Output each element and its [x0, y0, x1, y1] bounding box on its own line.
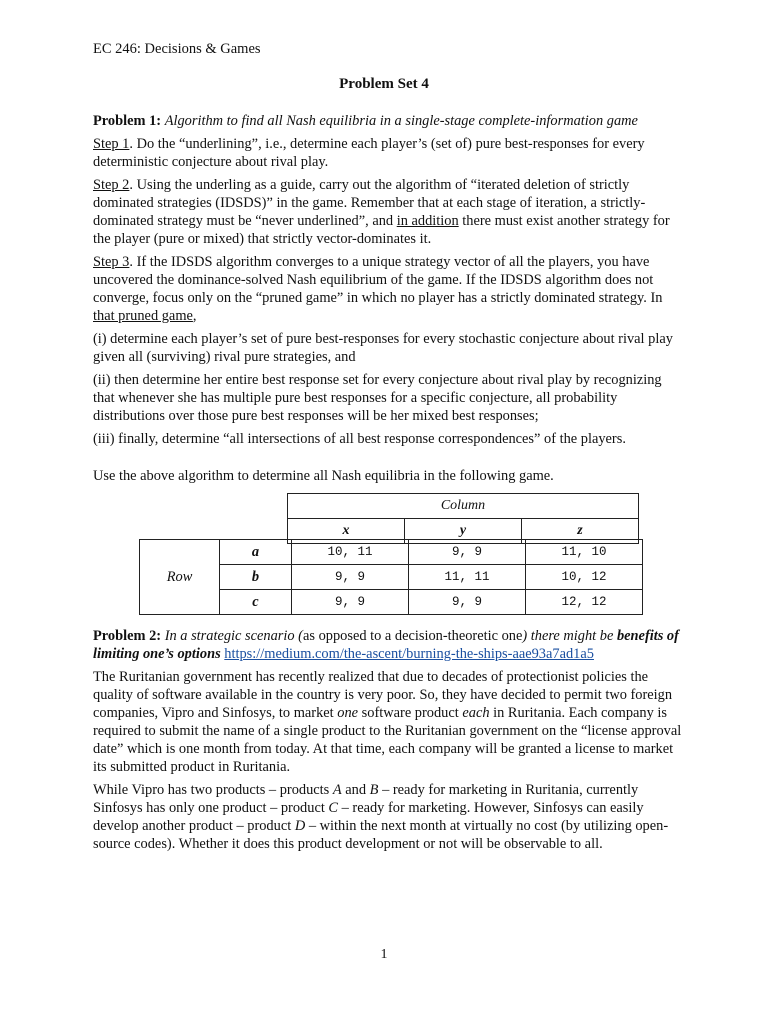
item-i: (i) determine each player’s set of pure best-responses for every stochastic conjecture about rival play given all (surviving) rival pure strategies, and [93, 331, 673, 365]
item-iii: (iii) finally, determine “all intersections of all best response correspondences” of the players. [93, 431, 626, 447]
problem2-paragraph-2 [93, 781, 683, 853]
payoff-cell: 11, 10 [526, 540, 643, 565]
medium-article-link[interactable]: https://medium.com/the-ascent/burning-the-ships-aae93a7ad1a5 [224, 646, 594, 662]
para2-product-b: B [369, 782, 379, 798]
para1-text-b: software product [358, 705, 463, 721]
payoff-cell: 10, 11 [292, 540, 409, 565]
instruction-text: Use the above algorithm to determine all Nash equilibria in the following game. [93, 468, 554, 484]
step2-text-b: there must exist another strategy for the player (pure or mixed) that strictly vector-dominates it. [93, 213, 670, 247]
problem2-intro-a: In a strategic scenario ( [164, 628, 303, 644]
document-body [93, 112, 683, 858]
step3-label: Step 3 [93, 254, 130, 270]
row-strategy-b: b [220, 565, 292, 590]
para2-text-b: – ready for marketing in Ruritania, currently Sinfosys has only one product – product [93, 782, 639, 816]
problem2-heading [93, 627, 683, 663]
para2-text-c: – ready for marketing. However, Sinfosys can easily develop another product – product [93, 800, 644, 834]
column-header-table [287, 493, 639, 544]
step3-text-a: . If the IDSDS algorithm converges to a unique strategy vector of all the players, you have uncovered the dominance-solved Nash equilibrium of the game. If the IDSDS algorithm does not converge, focus only on the “pruned game” in which no player has a strictly dominated strategy. In [93, 254, 663, 306]
para2-text-a: While Vipro has two products – products [93, 782, 333, 798]
row-strategy-c: c [220, 590, 292, 615]
step2-paragraph [93, 176, 683, 248]
payoff-cell: 11, 11 [409, 565, 526, 590]
step3-paragraph [93, 253, 683, 325]
payoff-cell: 9, 9 [292, 590, 409, 615]
column-strategy-y: y [405, 519, 522, 544]
para2-and: and [341, 782, 370, 798]
row-strategy-a: a [220, 540, 292, 565]
para2-text-d: – within the next month at virtually no cost (by utilizing open-source codes). Whether it does this product development or not will be observable to all. [93, 818, 669, 852]
problem1-heading [93, 112, 683, 130]
payoff-cell: 12, 12 [526, 590, 643, 615]
payoff-cell: 9, 9 [409, 540, 526, 565]
course-header: EC 246: Decisions & Games [93, 41, 261, 57]
item-ii: (ii) then determine her entire best response set for every conjecture about rival play by recognizing that whenever she has multiple pure best responses for a specific conjecture, all probability distributions over those pure best responses will be her mixed best responses; [93, 372, 662, 424]
payoff-cell: 10, 12 [526, 565, 643, 590]
step3-text-b: , [192, 308, 197, 324]
step2-underline: in addition [396, 213, 459, 229]
table-row [140, 540, 643, 565]
payoff-cell: 9, 9 [409, 590, 526, 615]
problem1-subtitle: Algorithm to find all Nash equilibria in a single-stage complete-information game [164, 113, 638, 129]
problem2-intro-b: as opposed to a decision-theoretic one [302, 628, 523, 644]
step1-text: . Do the “underlining”, i.e., determine each player’s (set of) pure best-responses for every deterministic conjecture about rival play. [93, 136, 645, 170]
step1-paragraph [93, 135, 683, 171]
problem1-label: Problem 1: [93, 113, 162, 129]
payoff-matrix [93, 493, 683, 611]
payoff-cell: 9, 9 [292, 565, 409, 590]
step2-label: Step 2 [93, 177, 130, 193]
step1-label: Step 1 [93, 136, 130, 152]
para2-product-d: D [294, 818, 306, 834]
problem2-bold-line: benefits of limiting one’s options [93, 628, 679, 662]
para1-text-a: The Ruritanian government has recently realized that due to decades of protectionist policies the quality of software available in the country is very poor. So, they have decided to permit two foreign companies, Vipro and Sinfosys, to market [93, 669, 673, 721]
problem2-intro-c: ) there might be [522, 628, 614, 644]
problem2-label: Problem 2: [93, 628, 162, 644]
step2-text-a: . Using the underling as a guide, carry out the algorithm of “iterated deletion of strictly dominated strategies (IDSDS)” in the game. Remember that at each stage of iteration, a strictly-dominated strategy must be “never underlined”, and [93, 177, 646, 229]
para1-text-c: in Ruritania. Each company is required to submit the name of a single product to the Ruritanian government on the “license approval date” which is one month from today. At that time, each company will be granted a license to market its submitted product in Ruritania. [93, 705, 682, 775]
row-player-label: Row [140, 540, 220, 615]
page-title: Problem Set 4 [339, 76, 429, 92]
para1-one: one [337, 705, 359, 721]
para1-each: each [462, 705, 490, 721]
column-player-label: Column [288, 494, 639, 519]
para2-product-a: A [332, 782, 342, 798]
payoff-table [139, 539, 643, 615]
column-strategy-x: x [288, 519, 405, 544]
problem2-paragraph-1 [93, 668, 683, 776]
page-number: 1 [380, 947, 388, 962]
step3-underline: that pruned game [93, 308, 193, 324]
para2-product-c: C [328, 800, 339, 816]
column-strategy-z: z [522, 519, 639, 544]
